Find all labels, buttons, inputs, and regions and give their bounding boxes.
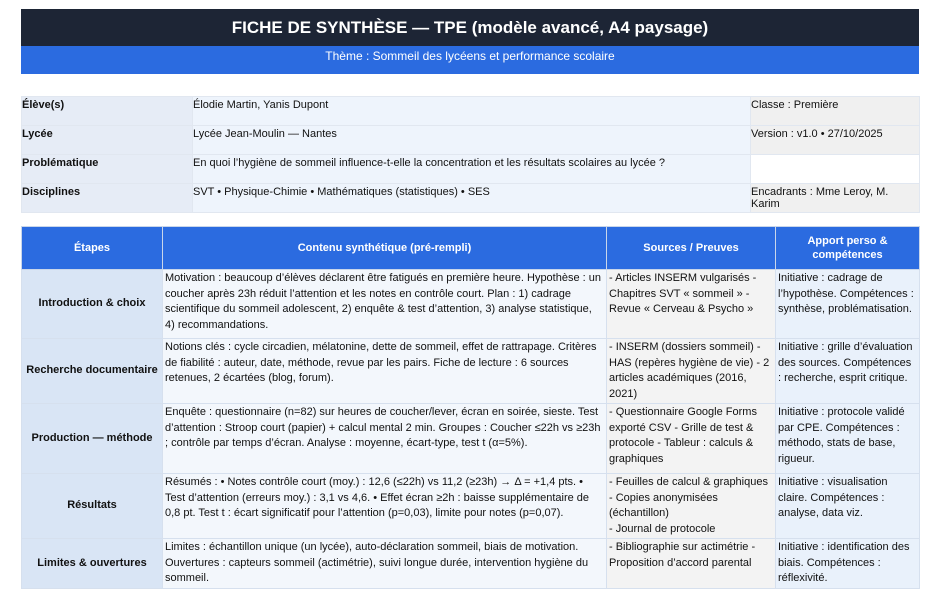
- supervisors-value: Encadrants : Mme Leroy, M. Karim: [751, 184, 920, 213]
- content-cell: Résumés : • Notes contrôle court (moy.) : 12,6 (≤22h) vs 11,2 (≥23h) → Δ = +1,4 pts. • Test d’attention (erreurs moy.) : 3,1 vs 4,6. • Effet écran ≥2h : baisse supplémentaire de 0,8 pt. Test t : écart significatif pour l’attention (p=0,03), limite pour notes (p=0,07).: [163, 474, 607, 539]
- stage-cell: Résultats: [22, 474, 163, 539]
- info-row-students: [22, 97, 920, 126]
- disciplines-label: Disciplines: [22, 184, 193, 213]
- table-row: [22, 339, 920, 404]
- table-row: [22, 404, 920, 474]
- stage-cell: Introduction & choix: [22, 270, 163, 339]
- stage-cell: Recherche documentaire: [22, 339, 163, 404]
- info-row-school: [22, 126, 920, 155]
- info-row-disciplines: [22, 184, 920, 213]
- sources-cell: - INSERM (dossiers sommeil) - HAS (repères hygiène de vie) - 2 articles académiques (2016, 2021): [607, 339, 776, 404]
- table-row: [22, 270, 920, 339]
- disciplines-value: SVT • Physique-Chimie • Mathématiques (statistiques) • SES: [193, 184, 751, 213]
- header-stages: Étapes: [22, 227, 163, 270]
- school-label: Lycée: [22, 126, 193, 155]
- contribution-cell: Initiative : identification des biais. Compétences : réflexivité.: [776, 539, 920, 589]
- problem-label: Problématique: [22, 155, 193, 184]
- contribution-cell: Initiative : cadrage de l’hypothèse. Compétences : synthèse, problématisation.: [776, 270, 920, 339]
- students-value: Élodie Martin, Yanis Dupont: [193, 97, 751, 126]
- table-row: [22, 474, 920, 539]
- contribution-cell: Initiative : protocole validé par CPE. Compétences : méthodo, stats de base, rigueur.: [776, 404, 920, 474]
- table-row: [22, 539, 920, 589]
- content-cell: Notions clés : cycle circadien, mélatonine, dette de sommeil, effet de rattrapage. Critères de fiabilité : auteur, date, méthode, revue par les pairs. Fiche de lecture : 6 sources retenues, 2 écartées (blog, forum).: [163, 339, 607, 404]
- content-cell: Limites : échantillon unique (un lycée), auto-déclaration sommeil, biais de motivation. Ouvertures : capteurs sommeil (actimétrie), suivi longue durée, intervention hygiène du sommeil.: [163, 539, 607, 589]
- content-cell: Enquête : questionnaire (n=82) sur heures de coucher/lever, écran en soirée, sieste. Test d’attention : Stroop court (papier) + calcul mental 2 min. Groupes : Coucher ≤22h vs ≥23h ; contrôle par temps d’écran. Analyse : moyenne, écart-type, test t (α=5%).: [163, 404, 607, 474]
- contribution-cell: Initiative : grille d’évaluation des sources. Compétences : recherche, esprit critique.: [776, 339, 920, 404]
- student-info-table: [21, 96, 920, 213]
- stage-cell: Limites & ouvertures: [22, 539, 163, 589]
- students-label: Élève(s): [22, 97, 193, 126]
- header-sources: Sources / Preuves: [607, 227, 776, 270]
- empty-cell: [751, 155, 920, 184]
- sources-cell: - Feuilles de calcul & graphiques - Copies anonymisées (échantillon) - Journal de protocole: [607, 474, 776, 539]
- theme-banner: Thème : Sommeil des lycéens et performance scolaire: [21, 46, 919, 74]
- header-contribution: Apport perso & compétences: [776, 227, 920, 270]
- class-value: Classe : Première: [751, 97, 920, 126]
- document-title: FICHE DE SYNTHÈSE — TPE (modèle avancé, A4 paysage): [21, 9, 919, 46]
- sources-cell: - Questionnaire Google Forms exporté CSV - Grille de test & protocole - Tableur : calculs & graphiques: [607, 404, 776, 474]
- problem-value: En quoi l’hygiène de sommeil influence-t-elle la concentration et les résultats scolaires au lycée ?: [193, 155, 751, 184]
- version-value: Version : v1.0 • 27/10/2025: [751, 126, 920, 155]
- synthesis-table: [21, 226, 920, 589]
- table-header-row: [22, 227, 920, 270]
- sources-cell: - Bibliographie sur actimétrie - Proposition d’accord parental: [607, 539, 776, 589]
- contribution-cell: Initiative : visualisation claire. Compétences : analyse, data viz.: [776, 474, 920, 539]
- header-content: Contenu synthétique (pré-rempli): [163, 227, 607, 270]
- content-cell: Motivation : beaucoup d’élèves déclarent être fatigués en première heure. Hypothèse : un coucher après 23h réduit l’attention et les notes en contrôle court. Plan : 1) cadrage scientifique du sommeil adolescent, 2) enquête & test d’attention, 3) analyse statistique, 4) recommandations.: [163, 270, 607, 339]
- stage-cell: Production — méthode: [22, 404, 163, 474]
- school-value: Lycée Jean-Moulin — Nantes: [193, 126, 751, 155]
- sources-cell: - Articles INSERM vulgarisés - Chapitres SVT « sommeil » - Revue « Cerveau & Psycho »: [607, 270, 776, 339]
- info-row-problem: [22, 155, 920, 184]
